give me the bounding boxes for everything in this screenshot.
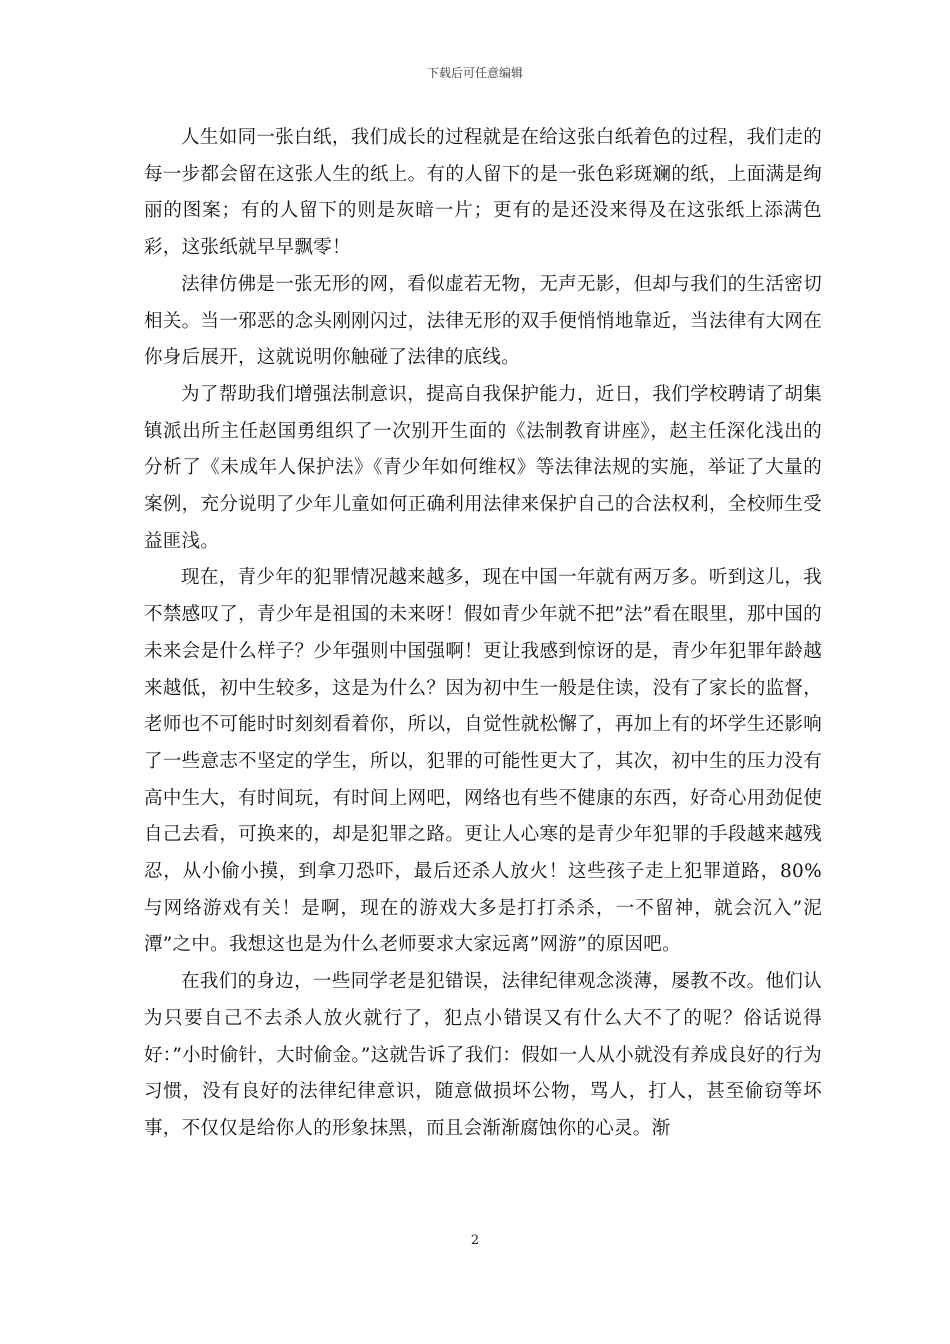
paragraph-5: 在我们的身边，一些同学老是犯错误，法律纪律观念淡薄，屡教不改。他们认为只要自己不去杀人放火就行了，犯点小错误又有什么大不了的呢？俗话说得好：”小时偷针，大时偷金。”这就告诉了我们：假如一人从小就没有养成良好的行为习惯，没有良好的法律纪律意识，随意做损坏公物，骂人，打人，甚至偷窃等坏事，不仅仅是给你人的形象抹黑，而且会渐渐腐蚀你的心灵。渐 — [144, 971, 822, 1139]
paragraph-2: 法律仿佛是一张无形的网，看似虚若无物，无声无影，但却与我们的生活密切相关。当一邪恶的念头刚刚闪过，法律无形的双手便悄悄地靠近，当法律有大网在你身后展开，这就说明你触碰了法律的底线。 — [144, 273, 822, 369]
page-header: 下载后可任意编辑 — [426, 66, 523, 80]
paragraph-4: 现在，青少年的犯罪情况越来越多，现在中国一年就有两万多。听到这儿，我不禁感叹了，青少年是祖国的未来呀！假如青少年就不把”法”看在眼里，那中国的未来会是什么样子？少年强则中国强啊！更让我感到惊讶的是，青少年犯罪年龄越来越低，初中生较多，这是为什么？因为初中生一般是住读，没有了家长的监督，老师也不可能时时刻刻看着你，所以，自觉性就松懈了，再加上有的坏学生还影响了一些意志不坚定的学生，所以，犯罪的可能性更大了，其次，初中生的压力没有高中生大，有时间玩，有时间上网吧，网络也有些不健康的东西，好奇心用劲促使自己去看，可换来的，却是犯罪之路。更让人心寒的是青少年犯罪的手段越来越残忍，从小偷小摸，到拿刀恐吓，最后还杀人放火！这些孩子走上犯罪道路，80%与网络游戏有关！是啊，现在的游戏大多是打打杀杀，一不留神，就会沉入”泥潭”之中。我想这也是为什么老师要求大家远离”网游”的原因吧。 — [144, 567, 822, 956]
paragraph-1: 人生如同一张白纸，我们成长的过程就是在给这张白纸着色的过程，我们走的每一步都会留在这张人生的纸上。有的人留下的是一张色彩斑斓的纸，上面满是绚丽的图案；有的人留下的则是灰暗一片；更有的是还没来得及在这张纸上添满色彩，这张纸就早早飘零！ — [144, 127, 822, 259]
page-number: 2 — [470, 1233, 480, 1248]
document-body — [144, 120, 822, 1148]
paragraph-3: 为了帮助我们增强法制意识，提高自我保护能力，近日，我们学校聘请了胡集镇派出所主任赵国勇组织了一次别开生面的《法制教育讲座》，赵主任深化浅出的分析了《未成年人保护法》《青少年如何维权》等法律法规的实施，举证了大量的案例，充分说明了少年儿童如何正确利用法律来保护自己的合法权利，全校师生受益匪浅。 — [144, 383, 822, 552]
